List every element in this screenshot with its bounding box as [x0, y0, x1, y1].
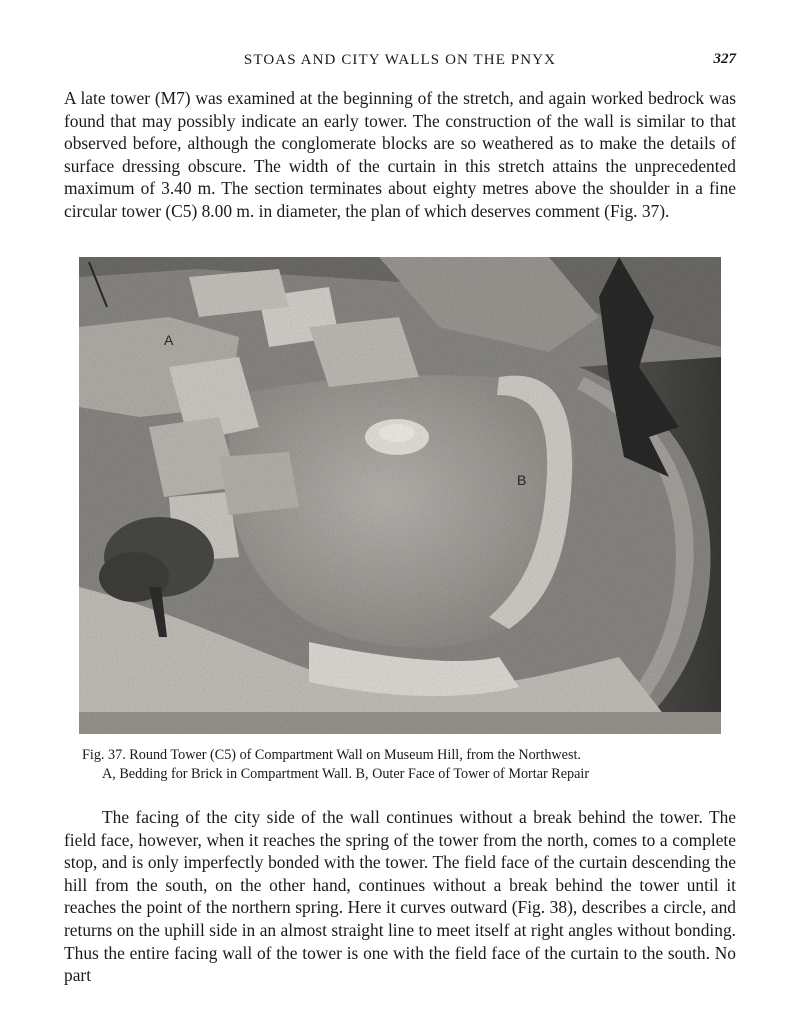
caption-line-2: A, Bedding for Brick in Compartment Wall. B, Outer Face of Tower of Mortar Repair — [102, 765, 590, 782]
page-number: 327 — [713, 51, 736, 67]
photo-scene — [79, 257, 721, 734]
body-paragraph-1: A late tower (M7) was examined at the beginning of the stretch, and again worked bedrock was found that may possibly indicate an early tower. The construction of the wall is similar to that observed before, although the conglomerate blocks are so weathered as to make the details of surface dressing obscure. The width of the curtain in this stretch attains the unprecedented maximum of 3.40 m. The section terminates about eighty metres above the shoulder in a fine circular tower (C5) 8.00 m. in diameter, the plan of which deserves comment (Fig. 37). — [64, 88, 736, 221]
caption-line-1: Fig. 37. Round Tower (C5) of Compartment Wall on Museum Hill, from the Northwest. — [82, 747, 581, 763]
tower-photo — [79, 257, 721, 734]
figure-label-a: A — [164, 332, 174, 348]
figure-label-b: B — [517, 472, 527, 488]
figure-caption — [82, 746, 722, 783]
running-title: STOAS AND CITY WALLS ON THE PNYX — [243, 52, 557, 68]
running-head — [64, 50, 736, 72]
body-paragraph-2: The facing of the city side of the wall continues without a break behind the tower. The field face, however, when it reaches the spring of the tower from the north, comes to a complete stop, and is only imperfectly bonded with the tower. The field face of the curtain descending the hill from the south, on the other hand, continues without a break behind the tower until it reaches the point of the northern spring. Here it curves outward (Fig. 38), describes a circle, and returns on the uphill side in an almost straight line to meet itself at right angles without bonding. Thus the entire facing wall of the tower is one with the field face of the curtain to the south. No part — [64, 807, 736, 986]
figure-photograph — [79, 257, 721, 734]
